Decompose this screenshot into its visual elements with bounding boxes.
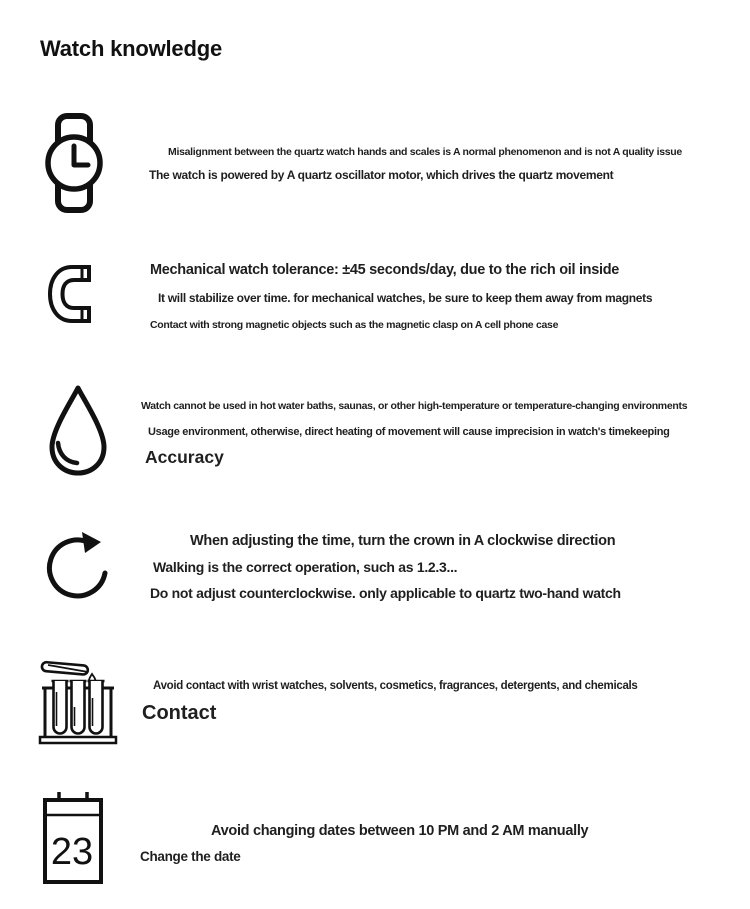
section6-subtext: Change the date <box>140 849 241 864</box>
section4-note: Do not adjust counterclockwise. only applicable to quartz two-hand watch <box>150 585 621 601</box>
section5-subtext: Avoid contact with wrist watches, solvents, cosmetics, fragrances, detergents, and chemicals <box>153 680 638 692</box>
magnet-icon <box>45 262 113 326</box>
section3-subtext: Usage environment, otherwise, direct heating of movement will cause imprecision in watch's timekeeping <box>148 426 670 438</box>
section1-main-text: The watch is powered by A quartz oscillator motor, which drives the quartz movement <box>149 168 614 182</box>
section3-heading: Accuracy <box>145 447 224 467</box>
section5-heading: Contact <box>142 702 217 724</box>
calendar-icon <box>40 788 106 886</box>
section1-note: Misalignment between the quartz watch hands and scales is A normal phenomenon and is not A quality issue <box>168 146 682 158</box>
page-title: Watch knowledge <box>40 36 222 61</box>
watch-icon <box>42 112 106 214</box>
clockwise-arrow-icon <box>45 526 113 606</box>
calendar-day-number: 23 <box>50 831 94 873</box>
section2-note: Contact with strong magnetic objects such as the magnetic clasp on A cell phone case <box>150 319 559 331</box>
section2-headline: Mechanical watch tolerance: ±45 seconds/day, due to the rich oil inside <box>150 262 620 278</box>
section2-subtext: It will stabilize over time. for mechanical watches, be sure to keep them away from magnets <box>158 291 653 305</box>
section6-headline: Avoid changing dates between 10 PM and 2 AM manually <box>211 823 589 839</box>
water-drop-icon <box>44 383 112 479</box>
section4-headline: When adjusting the time, turn the crown in A clockwise direction <box>190 533 616 549</box>
section4-subtext: Walking is the correct operation, such as 1.2.3... <box>153 559 458 575</box>
section3-note: Watch cannot be used in hot water baths, saunas, or other high-temperature or temperature-changing environments <box>141 400 688 412</box>
test-tubes-icon <box>36 650 120 746</box>
